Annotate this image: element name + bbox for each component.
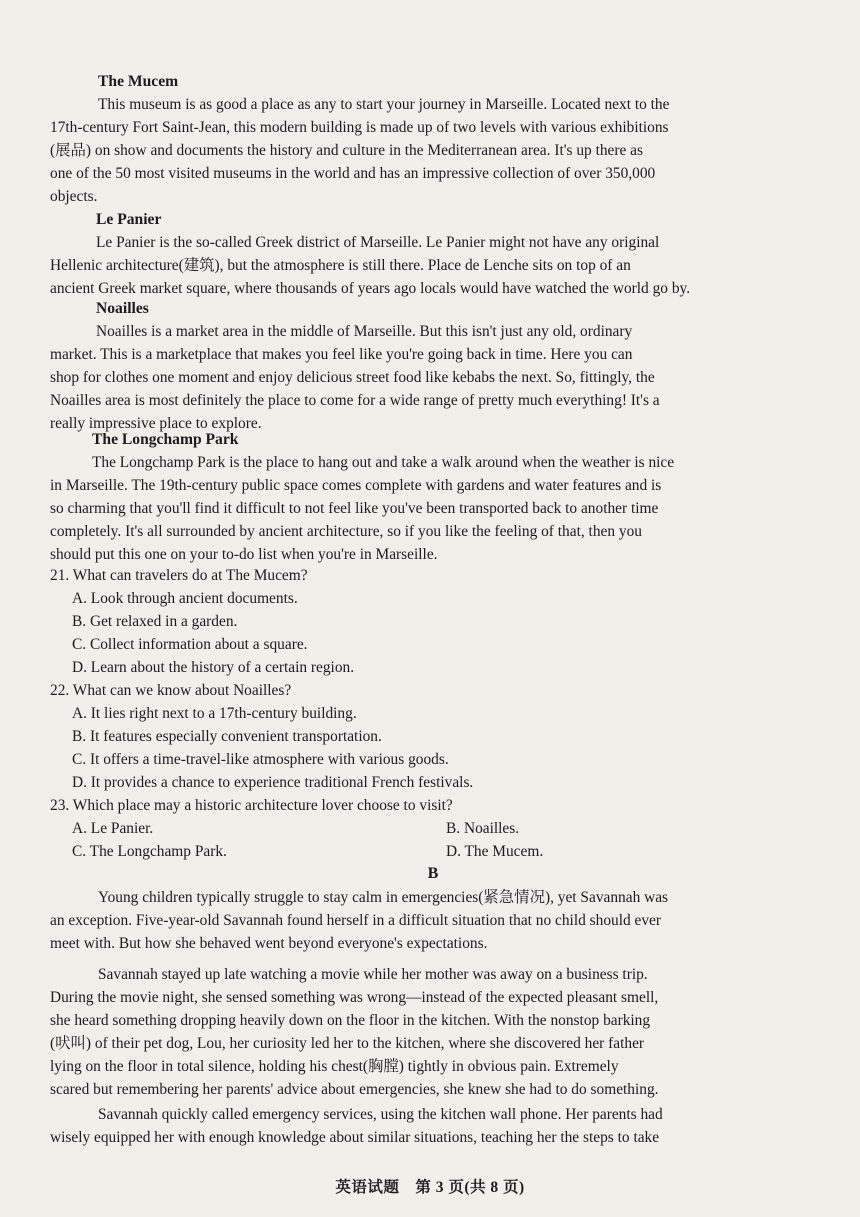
page-footer: 英语试题 第 3 页(共 8 页) <box>335 1179 525 1196</box>
option: C. It offers a time-travel-like atmosphere with various goods. <box>72 751 449 768</box>
option: D. The Mucem. <box>446 843 544 860</box>
option-row <box>50 840 816 863</box>
question-22: 22. What can we know about Noailles? <box>50 682 292 699</box>
option: C. Collect information about a square. <box>72 636 308 653</box>
question-23: 23. Which place may a historic architecture lover choose to visit? <box>50 797 453 814</box>
text-line: scared but remembering her parents' advice about emergencies, she knew she had to do something. <box>50 1081 659 1098</box>
heading-noailles: Noailles <box>96 300 149 317</box>
section-noailles <box>50 297 816 435</box>
text-line: The Longchamp Park is the place to hang out and take a walk around when the weather is nice <box>92 454 675 471</box>
option: B. Get relaxed in a garden. <box>72 613 238 630</box>
text-line: lying on the floor in total silence, holding his chest(胸膛) tightly in obvious pain. Extremely <box>50 1058 619 1075</box>
option-row <box>50 817 816 840</box>
text-line: in Marseille. The 19th-century public space comes complete with gardens and water features and is <box>50 477 662 494</box>
option: D. Learn about the history of a certain region. <box>72 659 355 676</box>
text-line: one of the 50 most visited museums in the world and has an impressive collection of over 350,000 <box>50 165 656 182</box>
section-le-panier <box>50 208 816 300</box>
text-line: 17th-century Fort Saint-Jean, this modern building is made up of two levels with various exhibitions <box>50 119 669 136</box>
heading-le-panier: Le Panier <box>96 211 162 228</box>
text-line: should put this one on your to-do list when you're in Marseille. <box>50 546 438 563</box>
text-line: so charming that you'll find it difficult to not feel like you've been transported back to another time <box>50 500 659 517</box>
section-b <box>50 862 816 1149</box>
text-line: (展品) on show and documents the history and culture in the Mediterranean area. It's up there as <box>50 142 643 159</box>
option: B. Noailles. <box>446 820 520 837</box>
text-line: Le Panier is the so-called Greek district of Marseille. Le Panier might not have any original <box>96 234 660 251</box>
question-21: 21. What can travelers do at The Mucem? <box>50 567 308 584</box>
text-line: really impressive place to explore. <box>50 415 262 432</box>
text-line: completely. It's all surrounded by ancient architecture, so if you like the feeling of that, then you <box>50 523 642 540</box>
text-line: During the movie night, she sensed something was wrong—instead of the expected pleasant smell, <box>50 989 659 1006</box>
option: A. Le Panier. <box>72 820 154 837</box>
text-line: market. This is a marketplace that makes you feel like you're going back in time. Here you can <box>50 346 633 363</box>
text-line: Noailles is a market area in the middle of Marseille. But this isn't just any old, ordinary <box>96 323 633 340</box>
text-line: Savannah quickly called emergency services, using the kitchen wall phone. Her parents had <box>98 1106 663 1123</box>
text-line: objects. <box>50 188 98 205</box>
text-line: Noailles area is most definitely the place to come for a wide range of pretty much everything! It's a <box>50 392 660 409</box>
text-line: wisely equipped her with enough knowledge about similar situations, teaching her the steps to take <box>50 1129 660 1146</box>
option: A. It lies right next to a 17th-century building. <box>72 705 357 722</box>
section-mucem <box>50 70 816 208</box>
questions <box>50 564 816 863</box>
text-line: ancient Greek market square, where thousands of years ago locals would have watched the world go by. <box>50 280 691 297</box>
section-b-label: B <box>427 865 439 882</box>
text-line: meet with. But how she behaved went beyond everyone's expectations. <box>50 935 488 952</box>
text-line: (吠叫) of their pet dog, Lou, her curiosity led her to the kitchen, where she discovered her father <box>50 1035 645 1052</box>
text-line: shop for clothes one moment and enjoy delicious street food like kebabs the next. So, fittingly, the <box>50 369 655 386</box>
option: D. It provides a chance to experience traditional French festivals. <box>72 774 474 791</box>
option: C. The Longchamp Park. <box>72 843 227 860</box>
text-line: Young children typically struggle to stay calm in emergencies(紧急情况), yet Savannah was <box>98 889 669 906</box>
text-line: she heard something dropping heavily down on the floor in the kitchen. With the nonstop barking <box>50 1012 651 1029</box>
text-line: This museum is as good a place as any to start your journey in Marseille. Located next to the <box>98 96 670 113</box>
option: B. It features especially convenient transportation. <box>72 728 382 745</box>
heading-longchamp: The Longchamp Park <box>92 431 239 448</box>
text-line: an exception. Five-year-old Savannah found herself in a difficult situation that no child should ever <box>50 912 662 929</box>
option: A. Look through ancient documents. <box>72 590 298 607</box>
text-line: Savannah stayed up late watching a movie while her mother was away on a business trip. <box>98 966 648 983</box>
heading-mucem: The Mucem <box>98 73 179 90</box>
section-longchamp <box>50 428 816 566</box>
text-line: Hellenic architecture(建筑), but the atmosphere is still there. Place de Lenche sits on top of an <box>50 257 631 274</box>
